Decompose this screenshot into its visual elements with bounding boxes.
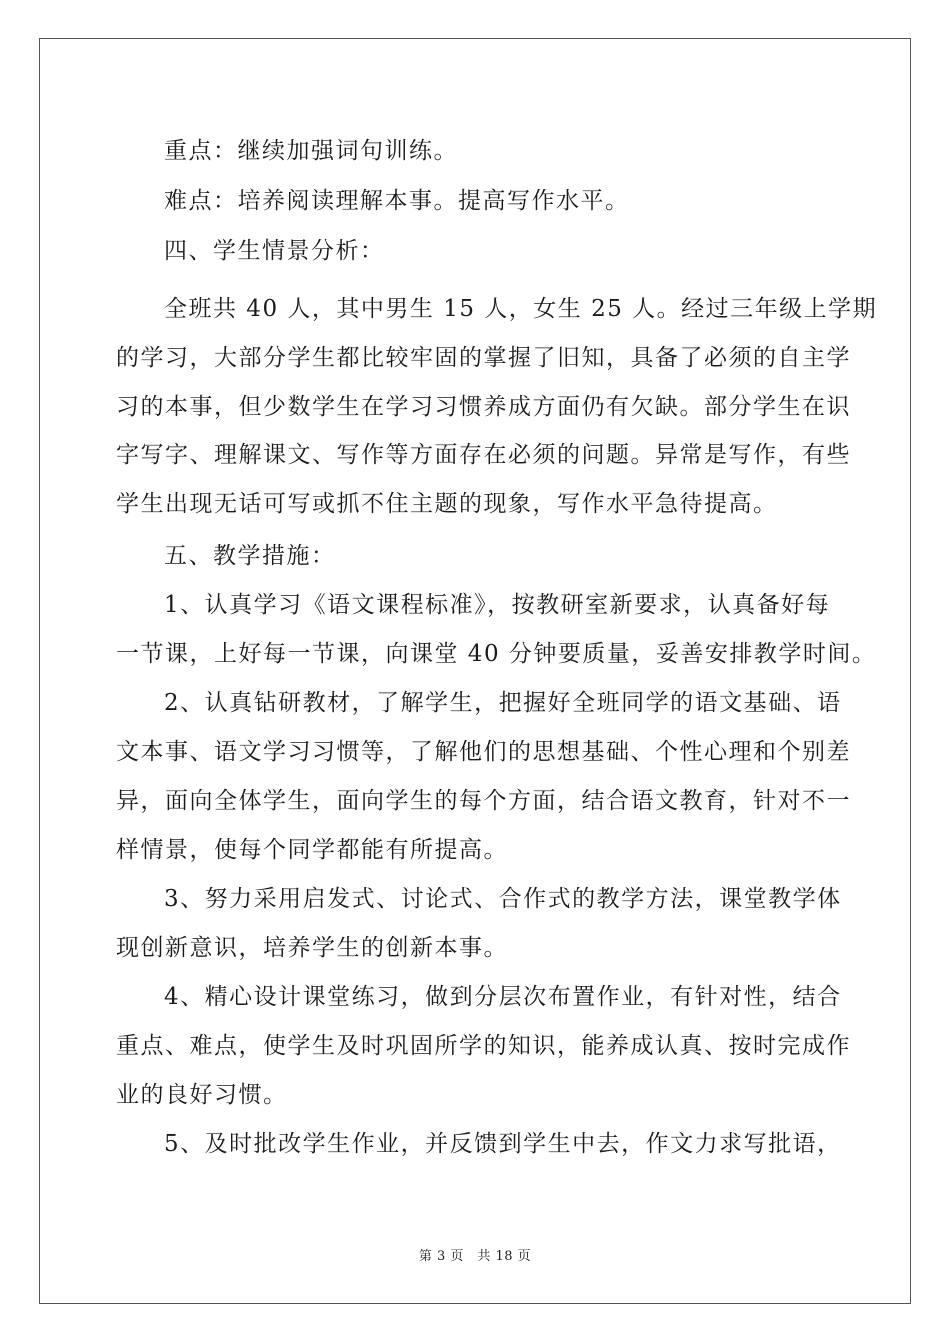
paragraph-line: 现创新意识，培养学生的创新本事。 (116, 935, 508, 961)
paragraph-line: 学生出现无话可写或抓不住主题的现象，写作水平急待提高。 (116, 491, 778, 517)
paragraph-line: 字写字、理解课文、写作等方面存在必须的问题。异常是写作，有些 (116, 442, 851, 468)
paragraph-line: 样情景，使每个同学都能有所提高。 (116, 837, 508, 863)
paragraph-line: 5、及时批改学生作业，并反馈到学生中去，作文力求写批语， (164, 1131, 842, 1157)
paragraph-line: 一节课，上好每一节课，向课堂 40 分钟要质量，妥善安排教学时间。 (116, 641, 877, 667)
paragraph-line: 的学习，大部分学生都比较牢固的掌握了旧知，具备了必须的自主学 (116, 345, 851, 371)
paragraph-line: 异，面向全体学生，面向学生的每个方面，结合语文教育，针对不一 (116, 788, 851, 814)
paragraph-line: 文本事、语文学习习惯等，了解他们的思想基础、个性心理和个别差 (116, 739, 851, 765)
paragraph-line: 全班共 40 人，其中男生 15 人，女生 25 人。经过三年级上学期 (164, 296, 878, 322)
section-heading: 五、教学措施： (164, 543, 336, 569)
paragraph-line: 习的本事，但少数学生在学习习惯养成方面仍有欠缺。部分学生在识 (116, 394, 851, 420)
page-number-footer: 第 3 页 共 18 页 (418, 1249, 532, 1264)
paragraph-line: 重点：继续加强词句训练。 (164, 138, 458, 164)
paragraph-line: 4、精心设计课堂练习，做到分层次布置作业，有针对性，结合 (164, 984, 842, 1010)
section-heading: 四、学生情景分析： (164, 238, 385, 264)
paragraph-line: 难点：培养阅读理解本事。提高写作水平。 (164, 188, 630, 214)
paragraph-line: 3、努力采用启发式、讨论式、合作式的教学方法，课堂教学体 (164, 886, 842, 912)
paragraph-line: 业的良好习惯。 (116, 1082, 288, 1108)
paragraph-line: 1、认真学习《语文课程标准》，按教研室新要求，认真备好每 (164, 592, 831, 618)
paragraph-line: 重点、难点，使学生及时巩固所学的知识，能养成认真、按时完成作 (116, 1033, 851, 1059)
paragraph-line: 2、认真钻研教材，了解学生，把握好全班同学的语文基础、语 (164, 690, 842, 716)
